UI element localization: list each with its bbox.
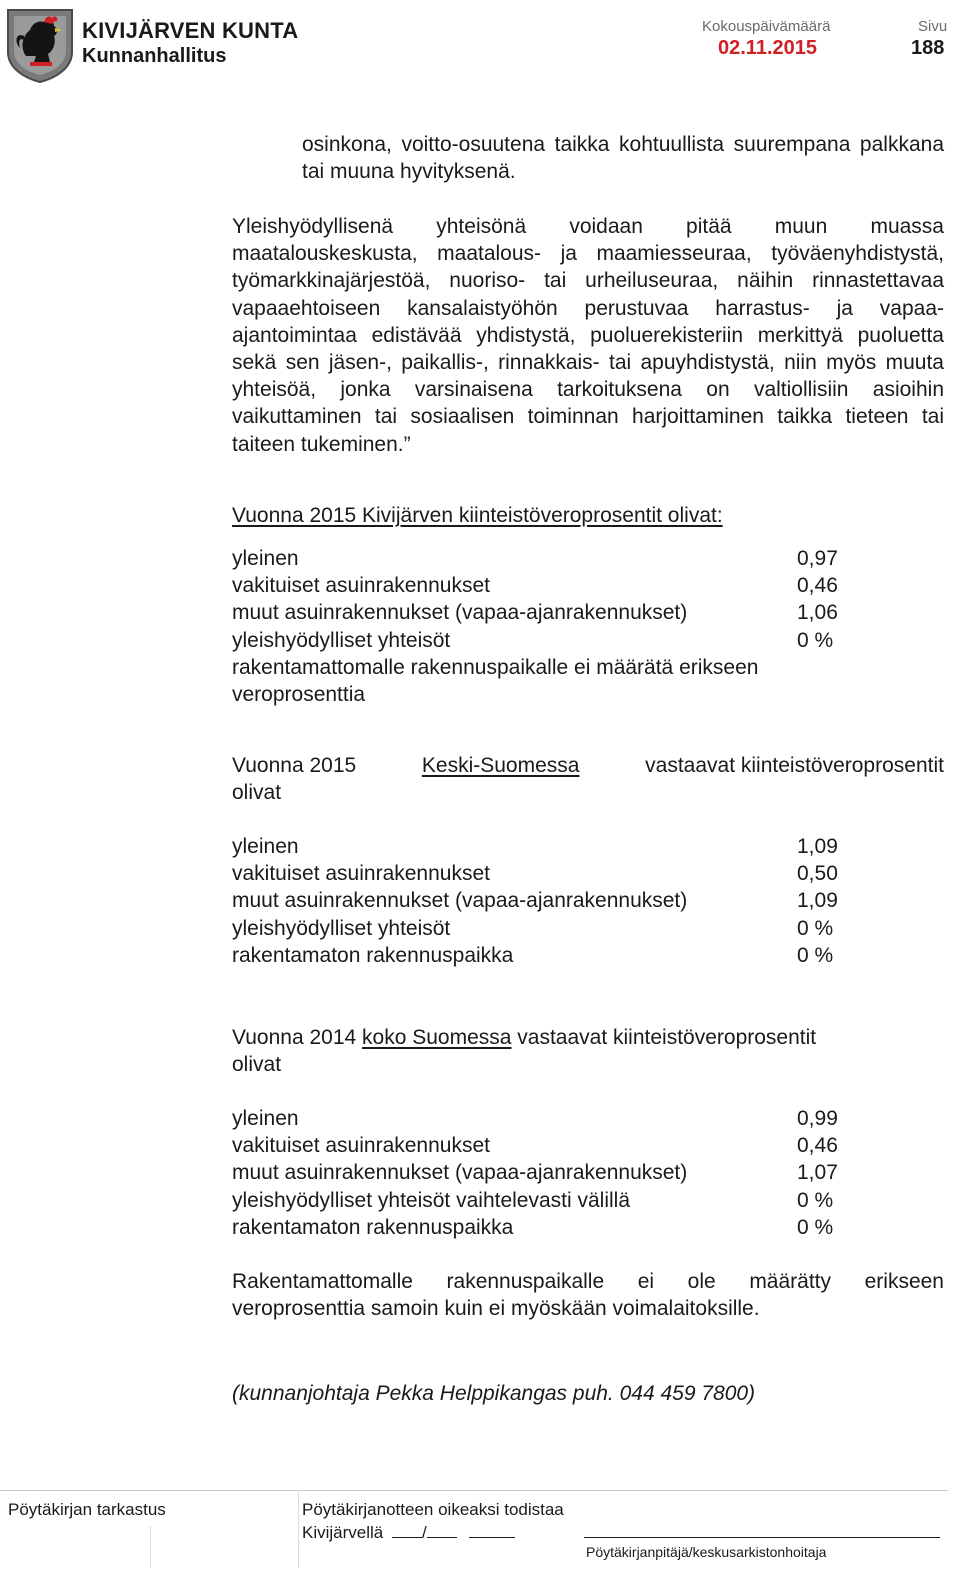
table-row [232,1187,952,1214]
suomi-heading [232,1024,816,1078]
heading-text: olivat [232,1053,282,1076]
rate-label: yleishyödylliset yhteisöt [232,628,451,652]
table-row [232,627,952,654]
day-blank [392,1521,422,1538]
rate-value: 1,09 [797,889,838,913]
keski-suomi-heading [232,752,944,806]
heading-text: vastaavat kiinteistöveroprosentit [517,1026,817,1049]
rate-label: muut asuinrakennukset (vapaa-ajanrakennukset) [232,889,688,913]
rate-value: 0,50 [797,862,838,886]
rate-label: yleishyödylliset yhteisöt vaihtelevasti välillä [232,1188,631,1212]
page-number: 188 [911,37,945,59]
rooster-coat-of-arms-icon [4,6,76,84]
rate-value: 1,06 [797,601,838,625]
rate-value: 0 % [797,1215,834,1239]
contact-info: (kunnanjohtaja Pekka Helppikangas puh. 044 459 7800) [232,1382,756,1405]
footer-divider [150,1526,151,1568]
table-row [232,1159,952,1186]
rate-value: 1,07 [797,1161,838,1185]
organization-unit: Kunnanhallitus [82,45,227,67]
meeting-date: 02.11.2015 [718,37,817,59]
table-row [232,599,952,626]
month-blank [427,1521,457,1538]
certified-copy-label: Pöytäkirjanotteen oikeaksi todistaa [302,1500,564,1519]
certification-place-date [302,1521,515,1543]
continuation-paragraph: osinkona, voitto-osuutena taikka kohtuullista suurempana palkkana tai muuna hyvityksenä. [302,133,944,184]
heading-text: olivat [232,781,282,804]
rate-label: vakituiset asuinrakennukset [232,862,490,886]
rate-value: 0 % [797,916,834,940]
table-row [232,833,952,860]
rate-label: rakentamaton rakennuspaikka [232,1215,514,1239]
rate-label: yleinen [232,547,299,570]
definition-paragraph: Yleishyödyllisenä yhteisönä voidaan pitää muun muassa maatalouskeskusta, maatalous- ja maamiesseuraa, työväenyhdistystä, työmarkkinajärjestöä, nuoriso- tai urheiluseuraa, näihin rinnastettavaa vapaaehtoiseen kansalaistyöhön perustuvaa harrastus- ja vapaa-ajantoimintaa edistävää yhdistystä, puoluerekisteriin merkittyä puoluetta sekä sen jäsen-, paikallis-, rinnakkais- tai apuyhdistystä, niin myös muuta yhteisöä, jonka varsinaisena tarkoituksena on valtiollisiin asioihin vaikuttaminen tai sosiaalisen toiminnan harjoittaminen taikka tieteen tai taiteen tukeminen.” [232,215,944,456]
rate-value: 0,46 [797,1134,838,1158]
kivijarvi-heading-text: Vuonna 2015 Kivijärven kiinteistöveroprosentit olivat: [232,504,723,527]
heading-text: vastaavat kiinteistöveroprosentit [645,754,944,777]
closing-paragraph: Rakentamattomalle rakennuspaikalle ei ole määrätty erikseen veroprosenttia samoin kuin ei myöskään voimalaitoksille. [232,1270,944,1321]
rate-value: 0,99 [797,1107,838,1130]
table-row [232,942,952,969]
rate-label: yleinen [232,835,299,858]
koko-suomessa-link: koko Suomessa [362,1026,512,1049]
table-row [232,545,952,572]
rate-value: 0,46 [797,574,838,598]
place-text: Kivijärvellä [302,1523,384,1542]
table-row [232,887,952,914]
signature-label: Pöytäkirjanpitäjä/keskusarkistonhoitaja [586,1544,827,1560]
organization-name: KIVIJÄRVEN KUNTA [82,18,299,43]
table-row [232,1214,952,1241]
meeting-date-label: Kokouspäivämäärä [702,18,831,35]
rate-label: vakituiset asuinrakennukset [232,1134,490,1158]
rate-value: 0,97 [797,547,838,570]
kivijarvi-heading [232,502,723,529]
kivijarvi-note-line: veroprosenttia [232,683,366,707]
heading-text: Vuonna 2015 [232,754,357,777]
keski-suomi-rate-table [232,833,952,969]
rate-label: rakentamaton rakennuspaikka [232,943,514,967]
table-row [232,860,952,887]
rate-label: muut asuinrakennukset (vapaa-ajanrakennukset) [232,1161,688,1185]
rate-label: yleinen [232,1107,299,1130]
keski-suomi-link: Keski-Suomessa [421,754,580,777]
kivijarvi-note-line: rakentamattomalle rakennuspaikalle ei määrätä erikseen [232,655,759,679]
rate-label: vakituiset asuinrakennukset [232,574,490,598]
heading-text: Vuonna 2014 [232,1026,357,1049]
rate-value: 0 % [797,628,834,652]
signature-line [584,1537,940,1538]
minutes-review-label: Pöytäkirjan tarkastus [8,1500,166,1519]
kivijarvi-rate-table [232,545,952,708]
page-label: Sivu [918,18,948,35]
rate-value: 1,09 [797,835,838,858]
rate-value: 0 % [797,943,834,967]
table-row [232,572,952,599]
suomi-rate-table [232,1105,952,1241]
year-blank [469,1521,515,1538]
rate-label: muut asuinrakennukset (vapaa-ajanrakennukset) [232,601,688,625]
footer-divider [298,1490,299,1568]
table-row [232,1105,952,1132]
date-separator: / [421,1523,427,1542]
table-row [232,1132,952,1159]
rate-label: yleishyödylliset yhteisöt [232,916,451,940]
rate-value: 0 % [797,1188,834,1212]
table-row [232,915,952,942]
